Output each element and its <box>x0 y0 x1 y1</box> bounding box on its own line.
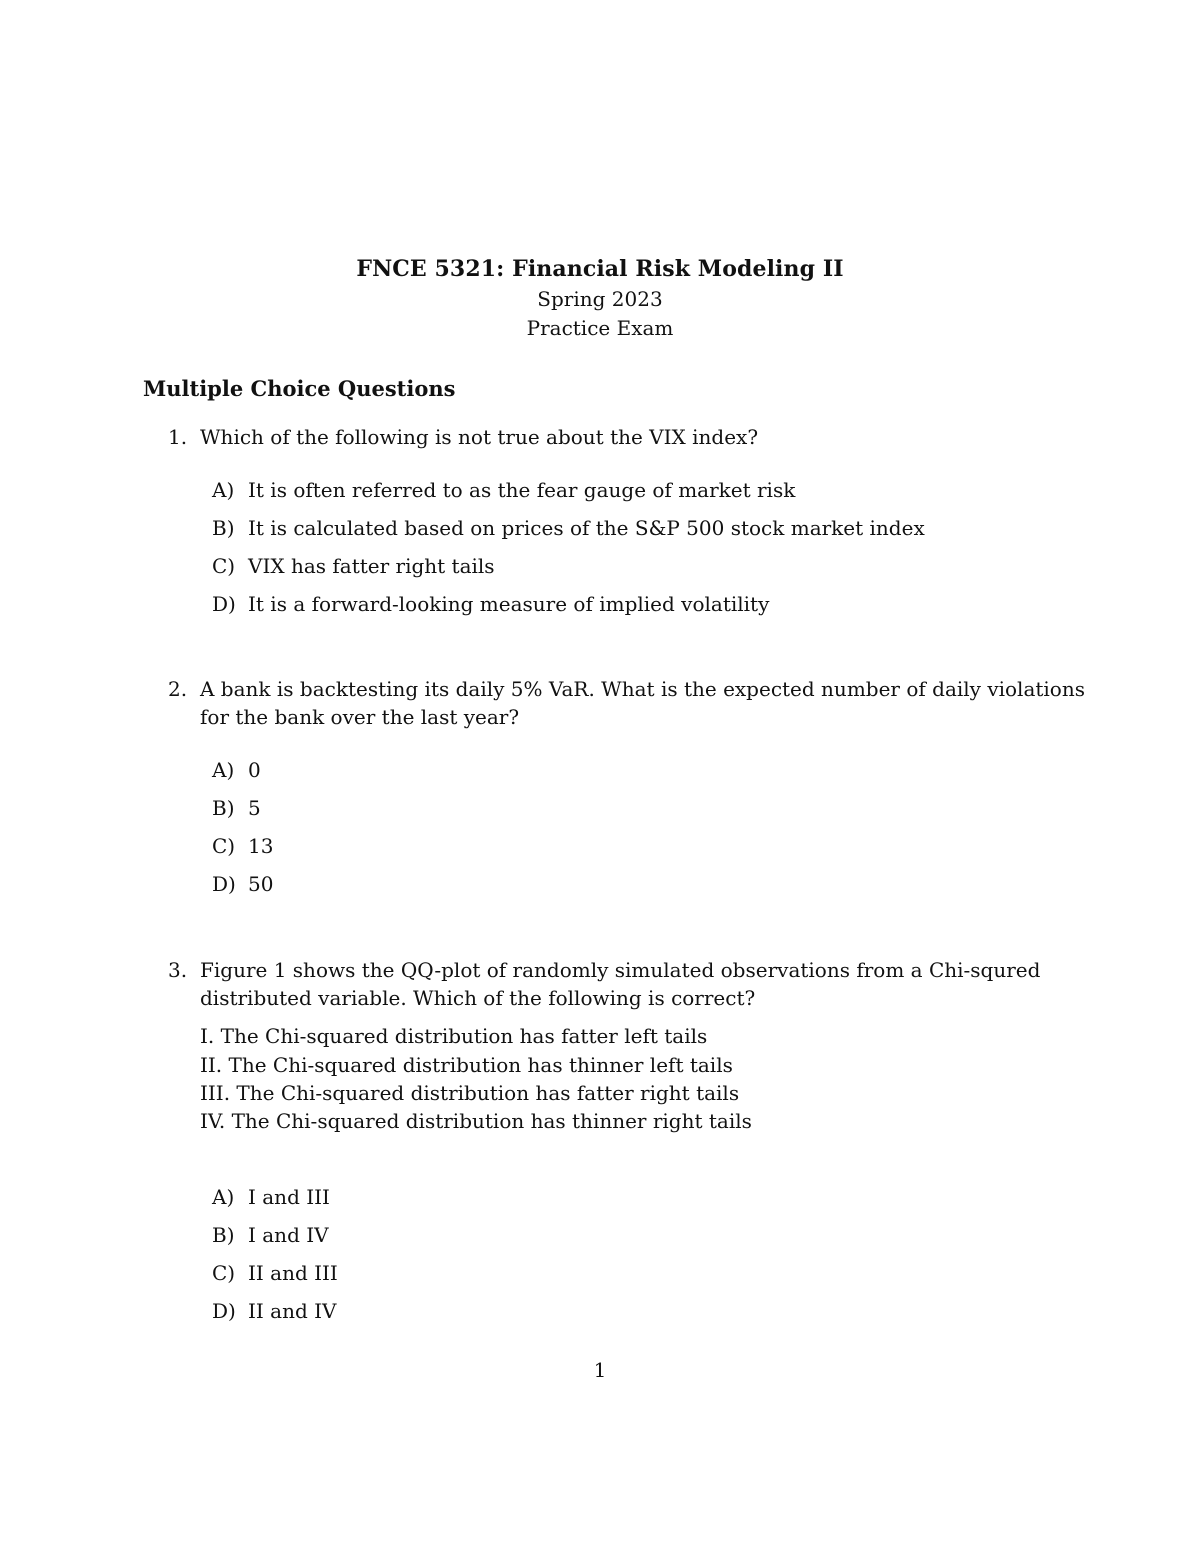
option-letter: D) <box>212 592 236 616</box>
question-text-line: A bank is backtesting its daily 5% VaR. What is the expected number of daily violations <box>200 677 1085 701</box>
question-text-line: for the bank over the last year? <box>200 705 520 729</box>
question-number: 1. <box>168 425 188 449</box>
option-letter: C) <box>212 834 236 858</box>
question-text-line: Figure 1 shows the QQ-plot of randomly simulated observations from a Chi-squred <box>200 958 1041 982</box>
option-text: 50 <box>248 872 274 896</box>
option-letter: D) <box>212 1299 236 1323</box>
question-text-line: distributed variable. Which of the following is correct? <box>200 986 756 1010</box>
option-text: 5 <box>248 796 261 820</box>
option-letter: A) <box>212 1185 235 1209</box>
statement-line: I. The Chi-squared distribution has fatter left tails <box>200 1024 708 1048</box>
option-text: 0 <box>248 758 261 782</box>
option-letter: C) <box>212 554 236 578</box>
option-text: II and IV <box>248 1299 337 1323</box>
option-text: 13 <box>248 834 274 858</box>
statement-line: III. The Chi-squared distribution has fatter right tails <box>200 1081 740 1105</box>
option-letter: A) <box>212 478 235 502</box>
option-text: It is a forward-looking measure of implied volatility <box>248 592 770 616</box>
exam-name: Practice Exam <box>526 316 674 340</box>
option-text: It is often referred to as the fear gauge of market risk <box>248 478 796 502</box>
option-text: VIX has fatter right tails <box>248 554 495 578</box>
option-letter: A) <box>212 758 235 782</box>
exam-term: Spring 2023 <box>537 287 663 311</box>
option-letter: D) <box>212 872 236 896</box>
option-letter: C) <box>212 1261 236 1285</box>
option-letter: B) <box>212 516 235 540</box>
question-number: 2. <box>168 677 188 701</box>
question-number: 3. <box>168 958 188 982</box>
option-text: I and IV <box>248 1223 329 1247</box>
option-text: I and III <box>248 1185 330 1209</box>
statement-line: II. The Chi-squared distribution has thinner left tails <box>200 1053 733 1077</box>
option-letter: B) <box>212 796 235 820</box>
exam-title: FNCE 5321: Financial Risk Modeling II <box>356 256 844 282</box>
option-text: II and III <box>248 1261 338 1285</box>
statement-line: IV. The Chi-squared distribution has thinner right tails <box>200 1109 752 1133</box>
question-text-line: Which of the following is not true about the VIX index? <box>200 425 759 449</box>
page-number: 1 <box>593 1358 607 1382</box>
option-text: It is calculated based on prices of the S&P 500 stock market index <box>248 516 925 540</box>
option-letter: B) <box>212 1223 235 1247</box>
section-heading: Multiple Choice Questions <box>143 376 456 401</box>
